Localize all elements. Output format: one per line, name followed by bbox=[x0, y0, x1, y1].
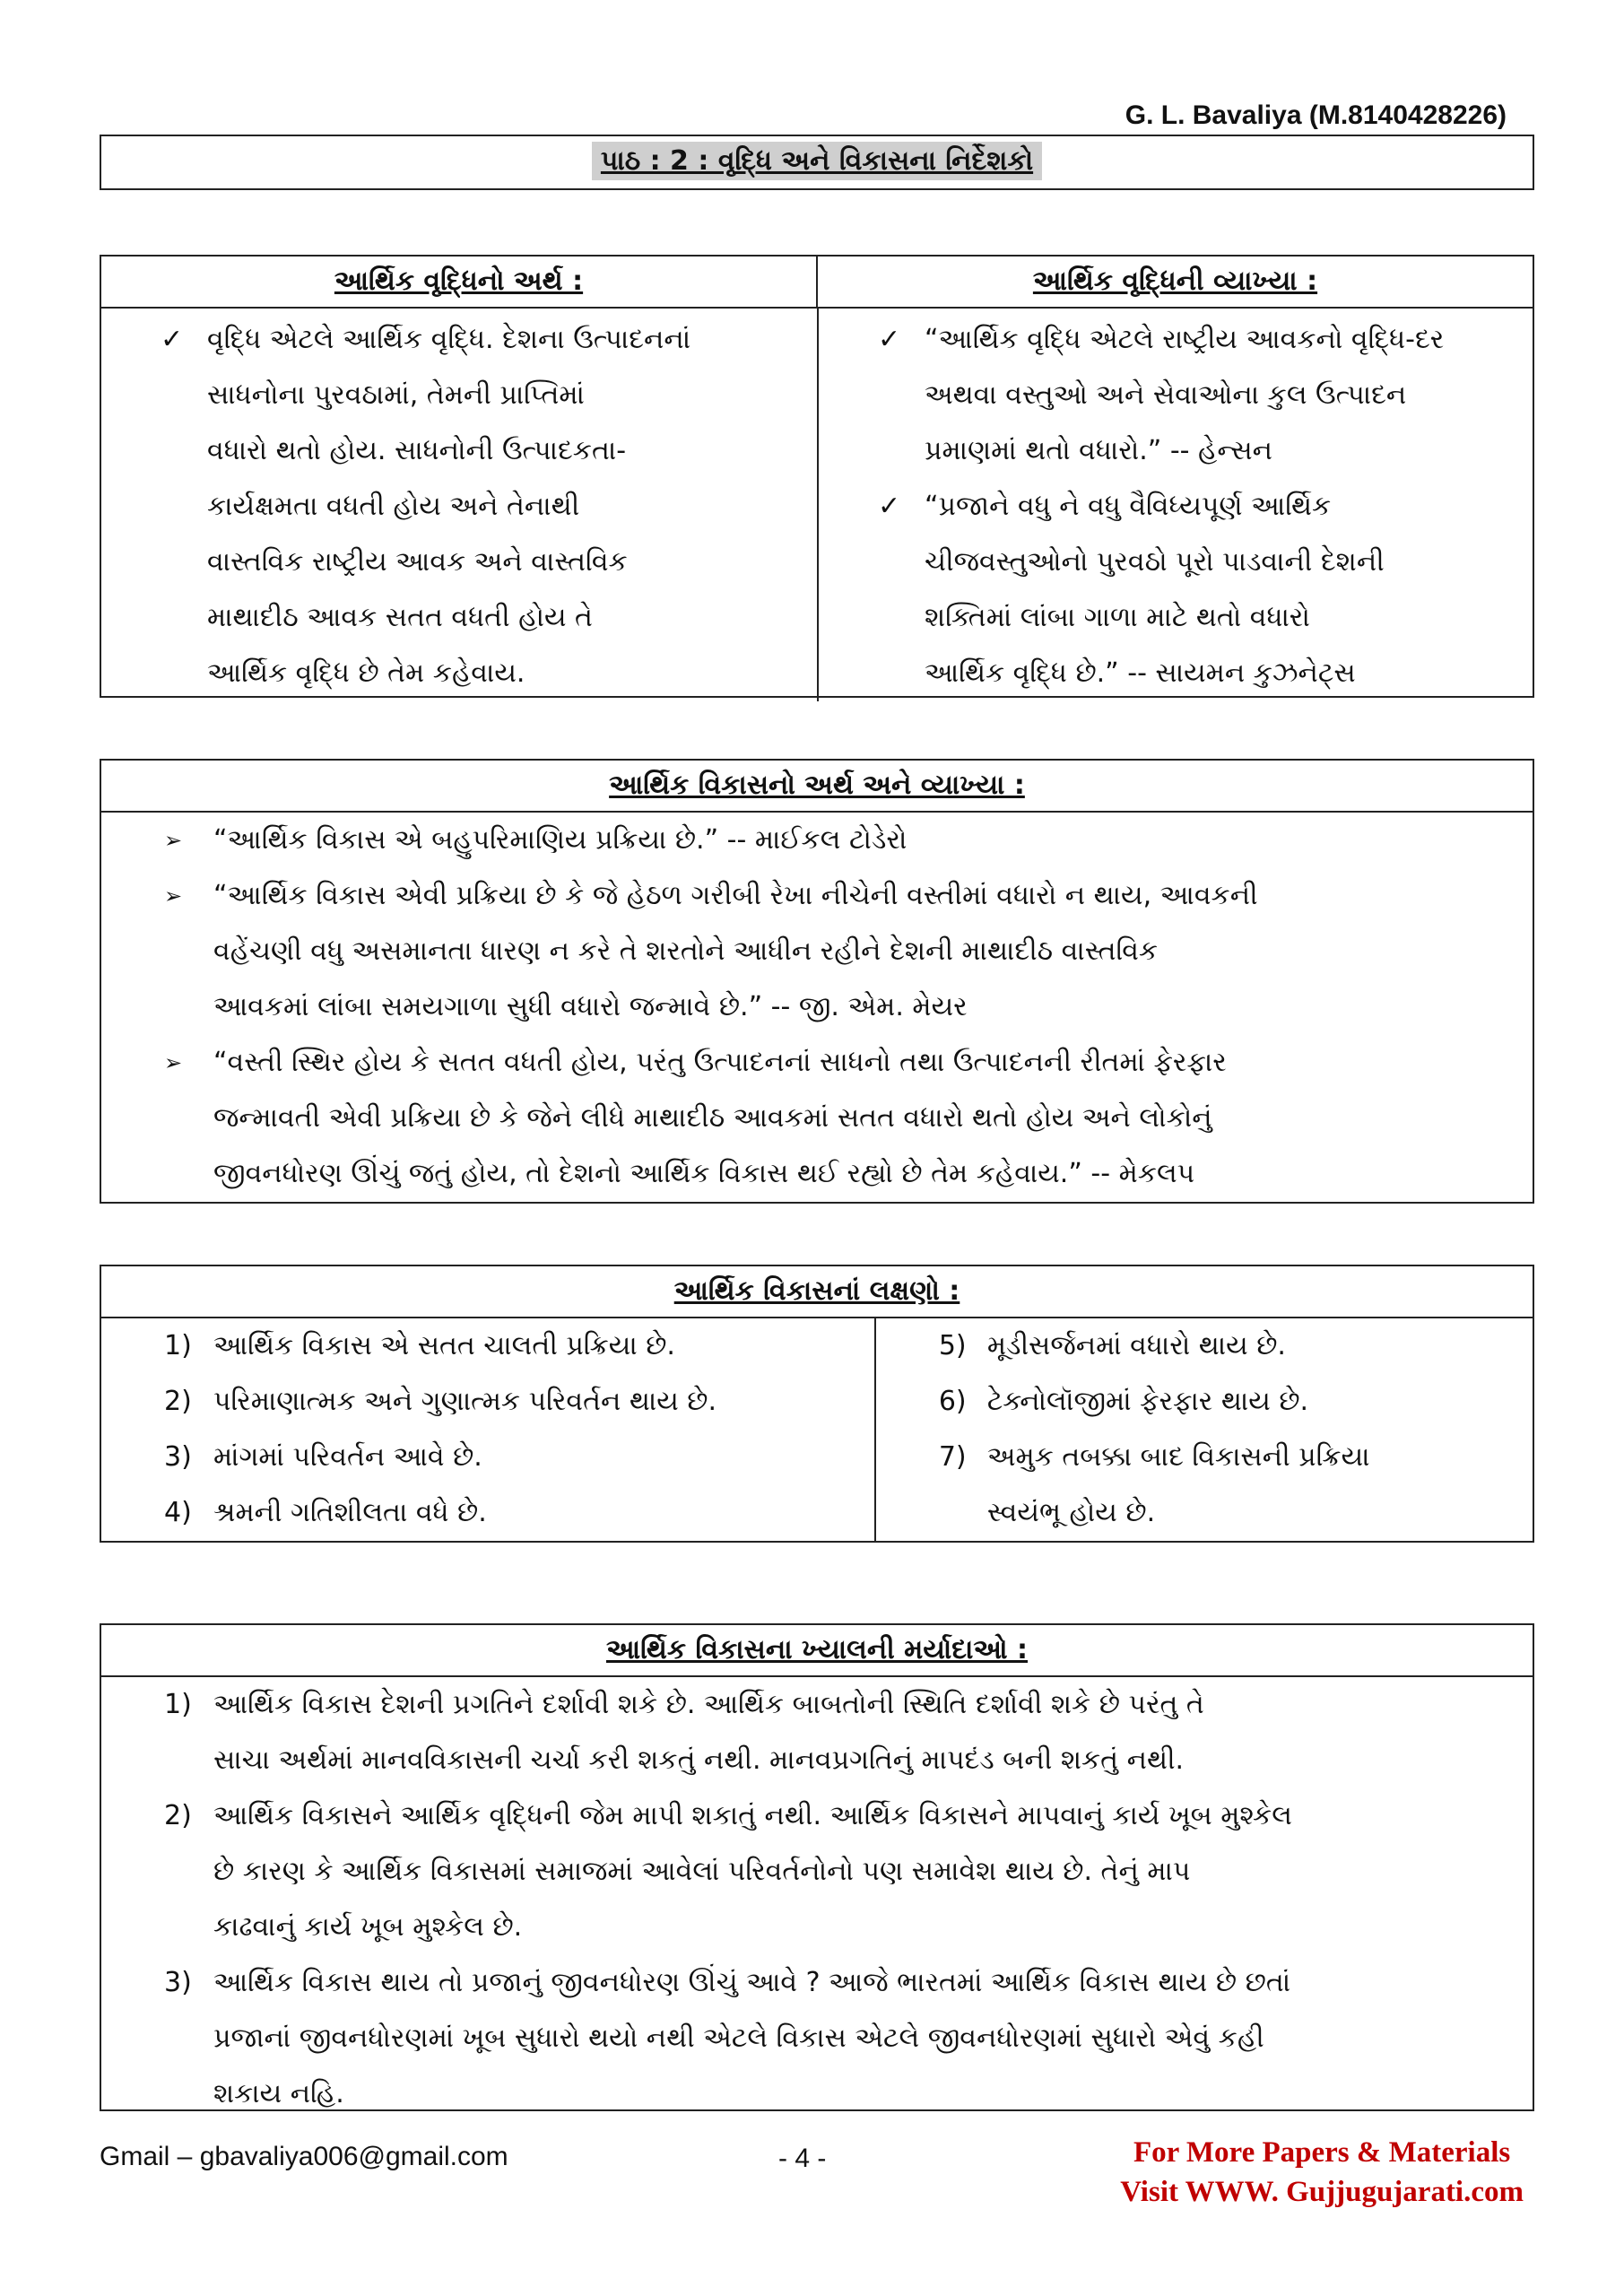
footer-email: Gmail – gbavaliya006@gmail.com bbox=[100, 2142, 508, 2171]
growth-definition-line: “પ્રજાને વધુ ને વધુ વૈવિધ્યપૂર્ણ આર્થિક bbox=[925, 491, 1332, 522]
development-section bbox=[100, 759, 1534, 1204]
limit-line: સાચા અર્થમાં માનવવિકાસની ચર્ચા કરી શકતું નથી. માનવપ્રગતિનું માપદંડ બની શકતું નથી. bbox=[213, 1744, 1185, 1776]
arrow-bullet-icon: ➢ bbox=[164, 1050, 183, 1075]
list-item bbox=[101, 1430, 874, 1485]
development-line: વહેંચણી વધુ અસમાનતા ધારણ ન કરે તે શરતોને આધીન રહીને દેશની માથાદીઠ વાસ્તવિક bbox=[213, 935, 1159, 967]
development-line: આવકમાં લાંબા સમયગાળા સુધી વધારો જન્માવે છે.” -- જી. એમ. મેયર bbox=[213, 991, 968, 1022]
growth-definition-line: શક્તિમાં લાંબા ગાળા માટે થતો વધારો bbox=[925, 602, 1310, 633]
limits-list bbox=[101, 1677, 1533, 2122]
growth-definition-line: “આર્થિક વૃદ્ધિ એટલે રાષ્ટ્રીય આવકનો વૃદ્ધિ-દર bbox=[925, 324, 1445, 355]
item-number: 1) bbox=[164, 1689, 192, 1720]
limit-line: આર્થિક વિકાસ થાય તો પ્રજાનું જીવનધોરણ ઊંચું આવે ? આજે ભારતમાં આર્થિક વિકાસ થાય છે છતાં bbox=[213, 1967, 1291, 1998]
list-item bbox=[101, 1955, 1533, 2122]
features-section bbox=[100, 1265, 1534, 1543]
list-item bbox=[876, 1374, 1533, 1430]
footer-promo bbox=[1120, 2133, 1524, 2212]
promo-line: For More Papers & Materials bbox=[1133, 2136, 1511, 2169]
limit-line: કાઢવાનું કાર્ય ખૂબ મુશ્કેલ છે. bbox=[213, 1911, 523, 1943]
item-number: 4) bbox=[164, 1497, 192, 1528]
checkmark-icon: ✓ bbox=[878, 491, 901, 522]
feature-text: પરિમાણાત્મક અને ગુણાત્મક પરિવર્તન થાય છે. bbox=[213, 1386, 717, 1417]
item-number: 1) bbox=[164, 1330, 192, 1361]
item-number: 3) bbox=[164, 1441, 192, 1473]
item-number: 2) bbox=[164, 1800, 192, 1831]
development-line: “આર્થિક વિકાસ એવી પ્રક્રિયા છે કે જે હેઠળ ગરીબી રેખા નીચેની વસ્તીમાં વધારો ન થાય, આવકની bbox=[213, 880, 1258, 911]
growth-meaning-line: કાર્યક્ષમતા વધતી હોય અને તેનાથી bbox=[207, 491, 580, 522]
growth-meaning-heading: આર્થિક વૃદ્ધિનો અર્થ : bbox=[334, 265, 584, 297]
limits-heading: આર્થિક વિકાસના ખ્યાલની મર્યાદાઓ : bbox=[101, 1625, 1533, 1677]
list-item bbox=[101, 1035, 1533, 1202]
growth-definition-line: આર્થિક વૃદ્ધિ છે.” -- સાયમન કુઝનેટ્સ bbox=[925, 657, 1356, 689]
growth-meaning-line: આર્થિક વૃદ્ધિ છે તેમ કહેવાય. bbox=[207, 657, 525, 689]
limit-line: શકાય નહિ. bbox=[213, 2078, 344, 2109]
item-number: 3) bbox=[164, 1967, 192, 1998]
page-number: - 4 - bbox=[778, 2144, 827, 2173]
item-number: 7) bbox=[938, 1441, 967, 1473]
development-line: જીવનધોરણ ઊંચું જતું હોય, તો દેશનો આર્થિક વિકાસ થઈ રહ્યો છે તેમ કહેવાય.” -- મેકલપ bbox=[213, 1158, 1195, 1189]
feature-text: ટેક્નોલૉજીમાં ફેરફાર થાય છે. bbox=[986, 1386, 1309, 1417]
list-item bbox=[101, 1788, 1533, 1955]
growth-definition-heading: આર્થિક વૃદ્ધિની વ્યાખ્યા : bbox=[816, 257, 1533, 307]
item-number: 6) bbox=[938, 1386, 967, 1417]
feature-text: અમુક તબક્કા બાદ વિકાસની પ્રક્રિયા bbox=[986, 1441, 1370, 1473]
chapter-title-box bbox=[100, 135, 1534, 190]
limit-line: આર્થિક વિકાસને આર્થિક વૃદ્ધિની જેમ માપી શકાતું નથી. આર્થિક વિકાસને માપવાનું કાર્ય ખૂબ મુશ્કેલ bbox=[213, 1800, 1292, 1831]
list-item bbox=[819, 312, 1533, 479]
item-number: 2) bbox=[164, 1386, 192, 1417]
growth-definition-line: અથવા વસ્તુઓ અને સેવાઓના કુલ ઉત્પાદન bbox=[925, 379, 1407, 411]
list-item bbox=[876, 1318, 1533, 1374]
growth-definition-list bbox=[819, 312, 1533, 701]
list-item bbox=[101, 312, 817, 701]
growth-section bbox=[100, 255, 1534, 698]
growth-meaning-list bbox=[101, 312, 817, 701]
limit-line: આર્થિક વિકાસ દેશની પ્રગતિને દર્શાવી શકે છે. આર્થિક બાબતોની સ્થિતિ દર્શાવી શકે છે પરંતુ તે bbox=[213, 1689, 1204, 1720]
limit-line: પ્રજાનાં જીવનધોરણમાં ખૂબ સુધારો થયો નથી એટલે વિકાસ એટલે જીવનધોરણમાં સુધારો એવું કહી bbox=[213, 2022, 1264, 2054]
feature-text: આર્થિક વિકાસ એ સતત ચાલતી પ્રક્રિયા છે. bbox=[213, 1330, 675, 1361]
list-item bbox=[101, 1374, 874, 1430]
growth-definition-line: પ્રમાણમાં થતો વધારો.” -- હેન્સન bbox=[925, 435, 1273, 466]
features-left-list bbox=[101, 1318, 874, 1541]
growth-meaning-line: સાધનોના પુરવઠામાં, તેમની પ્રાપ્તિમાં bbox=[207, 379, 585, 411]
feature-text: સ્વયંભૂ હોય છે. bbox=[986, 1497, 1156, 1528]
list-item bbox=[101, 1677, 1533, 1788]
development-list bbox=[101, 813, 1533, 1202]
item-number: 5) bbox=[938, 1330, 967, 1361]
features-right-list bbox=[876, 1318, 1533, 1541]
features-heading: આર્થિક વિકાસનાં લક્ષણો : bbox=[101, 1266, 1533, 1318]
checkmark-icon: ✓ bbox=[878, 324, 901, 355]
feature-text: શ્રમની ગતિશીલતા વધે છે. bbox=[213, 1497, 487, 1528]
growth-meaning-line: વધારો થતો હોય. સાધનોની ઉત્પાદકતા- bbox=[207, 435, 627, 466]
arrow-bullet-icon: ➢ bbox=[164, 883, 183, 909]
feature-text: મૂડીસર્જનમાં વધારો થાય છે. bbox=[986, 1330, 1286, 1361]
limit-line: છે કારણ કે આર્થિક વિકાસમાં સમાજમાં આવેલાં પરિવર્તનોનો પણ સમાવેશ થાય છે. તેનું માપ bbox=[213, 1856, 1191, 1887]
growth-meaning-line: માથાદીઠ આવક સતત વધતી હોય તે bbox=[207, 602, 593, 633]
list-item bbox=[819, 479, 1533, 701]
chapter-title: પાઠ : 2 : વૃદ્ધિ અને વિકાસના નિર્દેશકો bbox=[592, 142, 1042, 180]
author-header: G. L. Bavaliya (M.8140428226) bbox=[1125, 100, 1507, 130]
list-item bbox=[876, 1430, 1533, 1541]
list-item bbox=[101, 1485, 874, 1541]
checkmark-icon: ✓ bbox=[161, 324, 184, 355]
development-heading: આર્થિક વિકાસનો અર્થ અને વ્યાખ્યા : bbox=[101, 761, 1533, 813]
growth-meaning-line: વાસ્તવિક રાષ્ટ્રીય આવક અને વાસ્તવિક bbox=[207, 546, 628, 578]
development-line: જન્માવતી એવી પ્રક્રિયા છે કે જેને લીધે માથાદીઠ આવકમાં સતત વધારો થતો હોય અને લોકોનું bbox=[213, 1102, 1212, 1134]
development-line: “વસ્તી સ્થિર હોય કે સતત વધતી હોય, પરંતુ ઉત્પાદનનાં સાધનો તથા ઉત્પાદનની રીતમાં ફેરફાર bbox=[213, 1047, 1227, 1078]
arrow-bullet-icon: ➢ bbox=[164, 828, 183, 853]
limits-section bbox=[100, 1623, 1534, 2111]
list-item bbox=[101, 868, 1533, 1035]
list-item bbox=[101, 813, 1533, 868]
growth-definition-line: ચીજવસ્તુઓનો પુરવઠો પૂરો પાડવાની દેશની bbox=[925, 546, 1385, 578]
promo-link[interactable]: Visit WWW. Gujjugujarati.com bbox=[1120, 2176, 1524, 2208]
growth-meaning-line: વૃદ્ધિ એટલે આર્થિક વૃદ્ધિ. દેશના ઉત્પાદનનાં bbox=[207, 324, 691, 355]
feature-text: માંગમાં પરિવર્તન આવે છે. bbox=[213, 1441, 482, 1473]
development-line: “આર્થિક વિકાસ એ બહુપરિમાણિય પ્રક્રિયા છે.” -- માઈકલ ટોડેરો bbox=[213, 824, 908, 856]
list-item bbox=[101, 1318, 874, 1374]
